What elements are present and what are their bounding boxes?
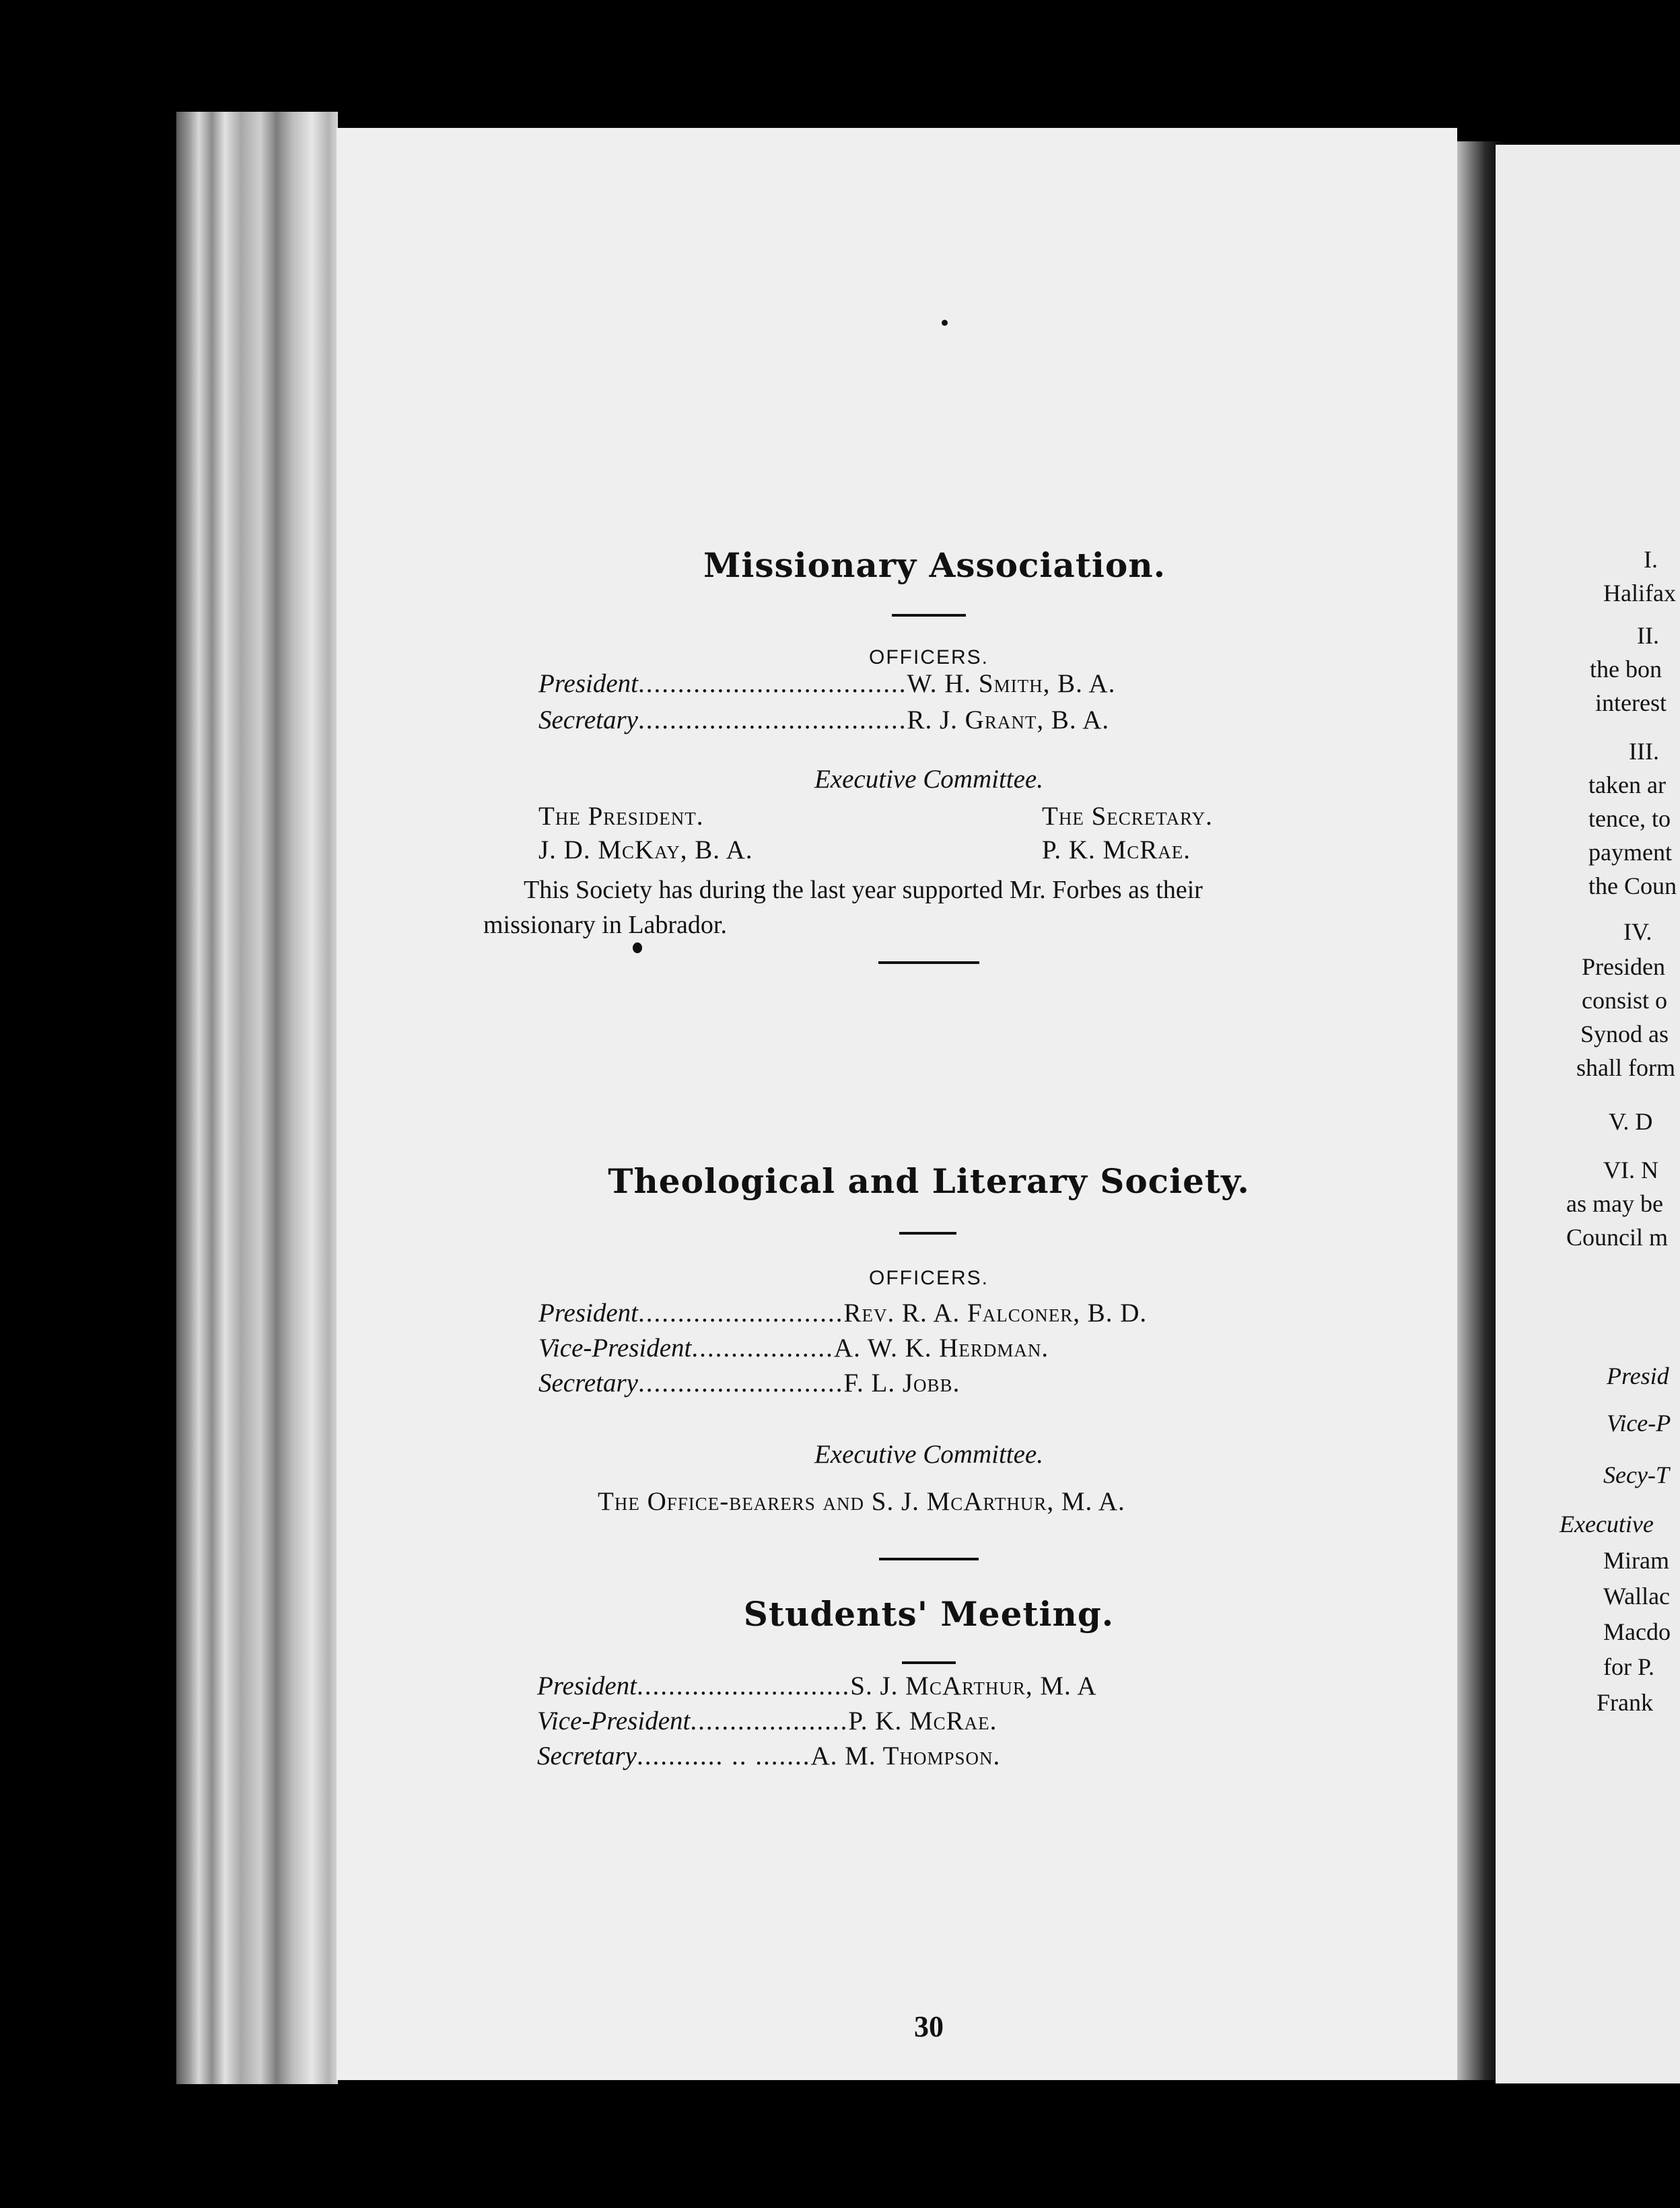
facing-line: IV. <box>1623 918 1652 945</box>
officer-title: Vice-President <box>538 1334 692 1362</box>
facing-line: Miram <box>1603 1547 1669 1574</box>
facing-line: III. <box>1629 738 1659 765</box>
facing-line: Halifax <box>1603 580 1676 607</box>
leader-dots: .................................. <box>637 705 907 734</box>
committee-members: The Office-bearers and S. J. McArthur, M. A. <box>598 1487 1125 1516</box>
officer-row-vice-president <box>537 1706 997 1736</box>
officer-title: Secretary <box>538 705 638 734</box>
society-note: missionary in Labrador. <box>483 911 727 939</box>
officer-name: S. J. McArthur, M. A <box>850 1671 1097 1700</box>
page-number: 30 <box>914 2010 944 2043</box>
officer-title: President <box>537 1671 637 1700</box>
facing-line: I. <box>1644 546 1658 573</box>
committee-member: P. K. McRae. <box>1042 835 1191 864</box>
facing-line: the Coun <box>1588 872 1677 899</box>
leader-dots: .......................... <box>637 1369 844 1398</box>
facing-line: II. <box>1637 622 1659 649</box>
facing-line: interest <box>1595 689 1667 716</box>
leader-dots: ........................... <box>637 1671 851 1700</box>
committee-label: Executive Committee. <box>814 765 1043 794</box>
heading-rule <box>899 1232 956 1235</box>
officer-name: P. K. McRae. <box>848 1706 998 1735</box>
facing-line: Wallac <box>1603 1583 1671 1610</box>
officer-title: President <box>538 1299 639 1327</box>
leader-dots: .................. <box>691 1334 834 1362</box>
officer-row-secretary <box>537 1741 1000 1771</box>
officer-name: A. W. K. Herdman. <box>833 1334 1049 1362</box>
ink-speck <box>942 320 948 326</box>
committee-member: The President. <box>538 802 704 831</box>
facing-line: VI. N <box>1603 1157 1658 1183</box>
heading-rule <box>902 1661 956 1664</box>
students-heading: Students' Meeting. <box>743 1594 1115 1634</box>
facing-line: Presid <box>1607 1362 1669 1389</box>
facing-line: the bon <box>1590 656 1662 683</box>
facing-line: Council m <box>1566 1224 1668 1251</box>
officer-row-president <box>537 1671 1097 1701</box>
main-page <box>337 128 1457 2080</box>
heading-rule <box>892 614 966 617</box>
facing-line: Synod as <box>1580 1021 1669 1047</box>
facing-page <box>1496 145 1680 2083</box>
officer-row-vice-president <box>538 1333 1049 1363</box>
officers-label: OFFICERS. <box>868 646 989 668</box>
section-divider <box>879 1558 979 1560</box>
committee-member: J. D. McKay, B. A. <box>538 835 753 864</box>
facing-line: Executive <box>1560 1511 1654 1538</box>
facing-line: V. D <box>1609 1108 1653 1135</box>
officer-row-president <box>538 668 1115 699</box>
facing-line: Macdo <box>1603 1618 1671 1645</box>
section-divider <box>878 961 979 964</box>
facing-line: Vice-P <box>1607 1410 1671 1437</box>
committee-member: The Secretary. <box>1042 802 1213 831</box>
leader-dots: .................... <box>690 1706 849 1735</box>
officer-row-president <box>538 1298 1147 1328</box>
facing-line: Presiden <box>1582 953 1665 980</box>
society-note: This Society has during the last year supported Mr. Forbes as their <box>524 876 1203 904</box>
officer-row-secretary <box>538 705 1109 735</box>
leader-dots: ........... .. ....... <box>636 1741 811 1770</box>
book-page-edges <box>176 112 338 2084</box>
facing-line: Secy-T <box>1603 1461 1669 1488</box>
facing-line: consist o <box>1582 987 1668 1014</box>
officer-title: Secretary <box>537 1741 637 1770</box>
facing-line: Frank <box>1597 1689 1653 1716</box>
officer-title: Vice-President <box>537 1706 691 1735</box>
officer-title: President <box>538 669 639 698</box>
facing-line: shall form <box>1576 1054 1675 1081</box>
officers-label: OFFICERS. <box>868 1267 989 1289</box>
facing-line: payment <box>1588 839 1672 866</box>
officer-name: R. J. Grant, B. A. <box>907 705 1110 734</box>
officer-title: Secretary <box>538 1369 638 1398</box>
leader-dots: .......................... <box>638 1299 844 1327</box>
ink-speck <box>633 942 642 953</box>
facing-line: taken ar <box>1588 771 1666 798</box>
officer-name: F. L. Jobb. <box>843 1369 960 1398</box>
facing-line: as may be <box>1566 1190 1663 1217</box>
leader-dots: .................................. <box>638 669 907 698</box>
missionary-heading: Missionary Association. <box>703 545 1166 585</box>
committee-label: Executive Committee. <box>814 1440 1043 1469</box>
officer-name: W. H. Smith, B. A. <box>907 669 1116 698</box>
facing-line: tence, to <box>1588 805 1671 832</box>
officer-name: A. M. Thompson. <box>810 1741 1001 1770</box>
theological-heading: Theological and Literary Society. <box>608 1161 1250 1201</box>
officer-row-secretary <box>538 1368 960 1398</box>
facing-line: for P. <box>1603 1653 1655 1680</box>
officer-name: Rev. R. A. Falconer, B. D. <box>843 1299 1148 1327</box>
